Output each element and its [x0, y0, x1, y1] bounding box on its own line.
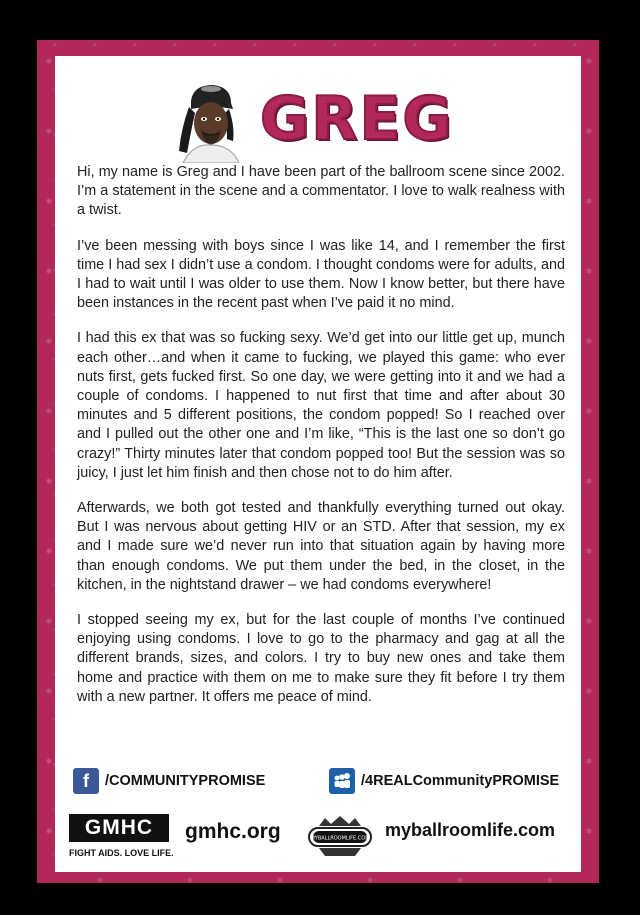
paragraph: I stopped seeing my ex, but for the last couple of months I’ve continued enjoying using condoms. I love to go to the pharmacy and gag at all the different brands, sizes, and colors. I try to buy new ones and take them home and practice with them on me to make sure they fit before I try them with a new partner. It offers me peace of mind. — [77, 612, 565, 705]
paragraph: I had this ex that was so fucking sexy. We’d get into our little get up, munch each other…and when it came to fucking, we played this game: who ever nuts first, gets fucked first. So one day, we were getting into it and we had a couple of condoms. I happened to nut first that time and after about 30 minutes and 5 different positions, the condom popped! So I reached over and I pulled out the other one and I’m like, “This is the last one so don’t go crazy!” Thirty minutes later that condom popped too! But the session was so juicy, I just let him finish and then chose not to do him after. — [77, 330, 565, 481]
header — [55, 74, 581, 164]
myspace-link[interactable] — [329, 768, 559, 794]
social-links — [73, 768, 563, 798]
page-title: GREG — [260, 84, 454, 154]
facebook-link[interactable] — [73, 768, 265, 794]
flyer-card — [37, 40, 599, 883]
gmhc-tagline: FIGHT AIDS. LOVE LIFE. — [69, 848, 174, 858]
facebook-label: /COMMUNITYPROMISE — [105, 773, 266, 789]
myspace-label: /4REALCommunityPROMISE — [361, 773, 560, 789]
badge-text: MYBALLROOMLIFE.COM — [310, 835, 370, 842]
myballroomlife-url[interactable]: myballroomlife.com — [385, 820, 556, 840]
paragraph: I’ve been messing with boys since I was like 14, and I remember the first time I had sex I didn’t use a condom. I thought condoms were for adults, and I had to wait until I was older to use them. Now I know better, but there have been instances in the recent past when I’ve paid it no mind. — [77, 237, 565, 312]
footer-logos — [69, 814, 569, 864]
paragraph: Hi, my name is Greg and I have been part of the ballroom scene since 2002. I’m a statement in the scene and a commentator. I love to walk realness with a twist. — [77, 164, 565, 219]
paragraph: Afterwards, we both got tested and thankfully everything turned out okay. But I was nervous about getting HIV or an STD. After that session, my ex and I made sure we’d never run into that situation again by having more than enough condoms. We put them under the bed, in the closet, in the kitchen, in the nightstand drawer – we had condoms everywhere! — [77, 500, 565, 593]
content-panel — [55, 56, 581, 872]
gmhc-logo: GMHC — [69, 814, 169, 842]
gmhc-url[interactable]: gmhc.org — [185, 820, 281, 843]
myspace-icon — [329, 768, 355, 794]
myballroomlife-badge — [305, 814, 375, 858]
greg-portrait — [173, 79, 247, 163]
facebook-icon: f — [73, 768, 99, 794]
story-text — [77, 163, 565, 723]
